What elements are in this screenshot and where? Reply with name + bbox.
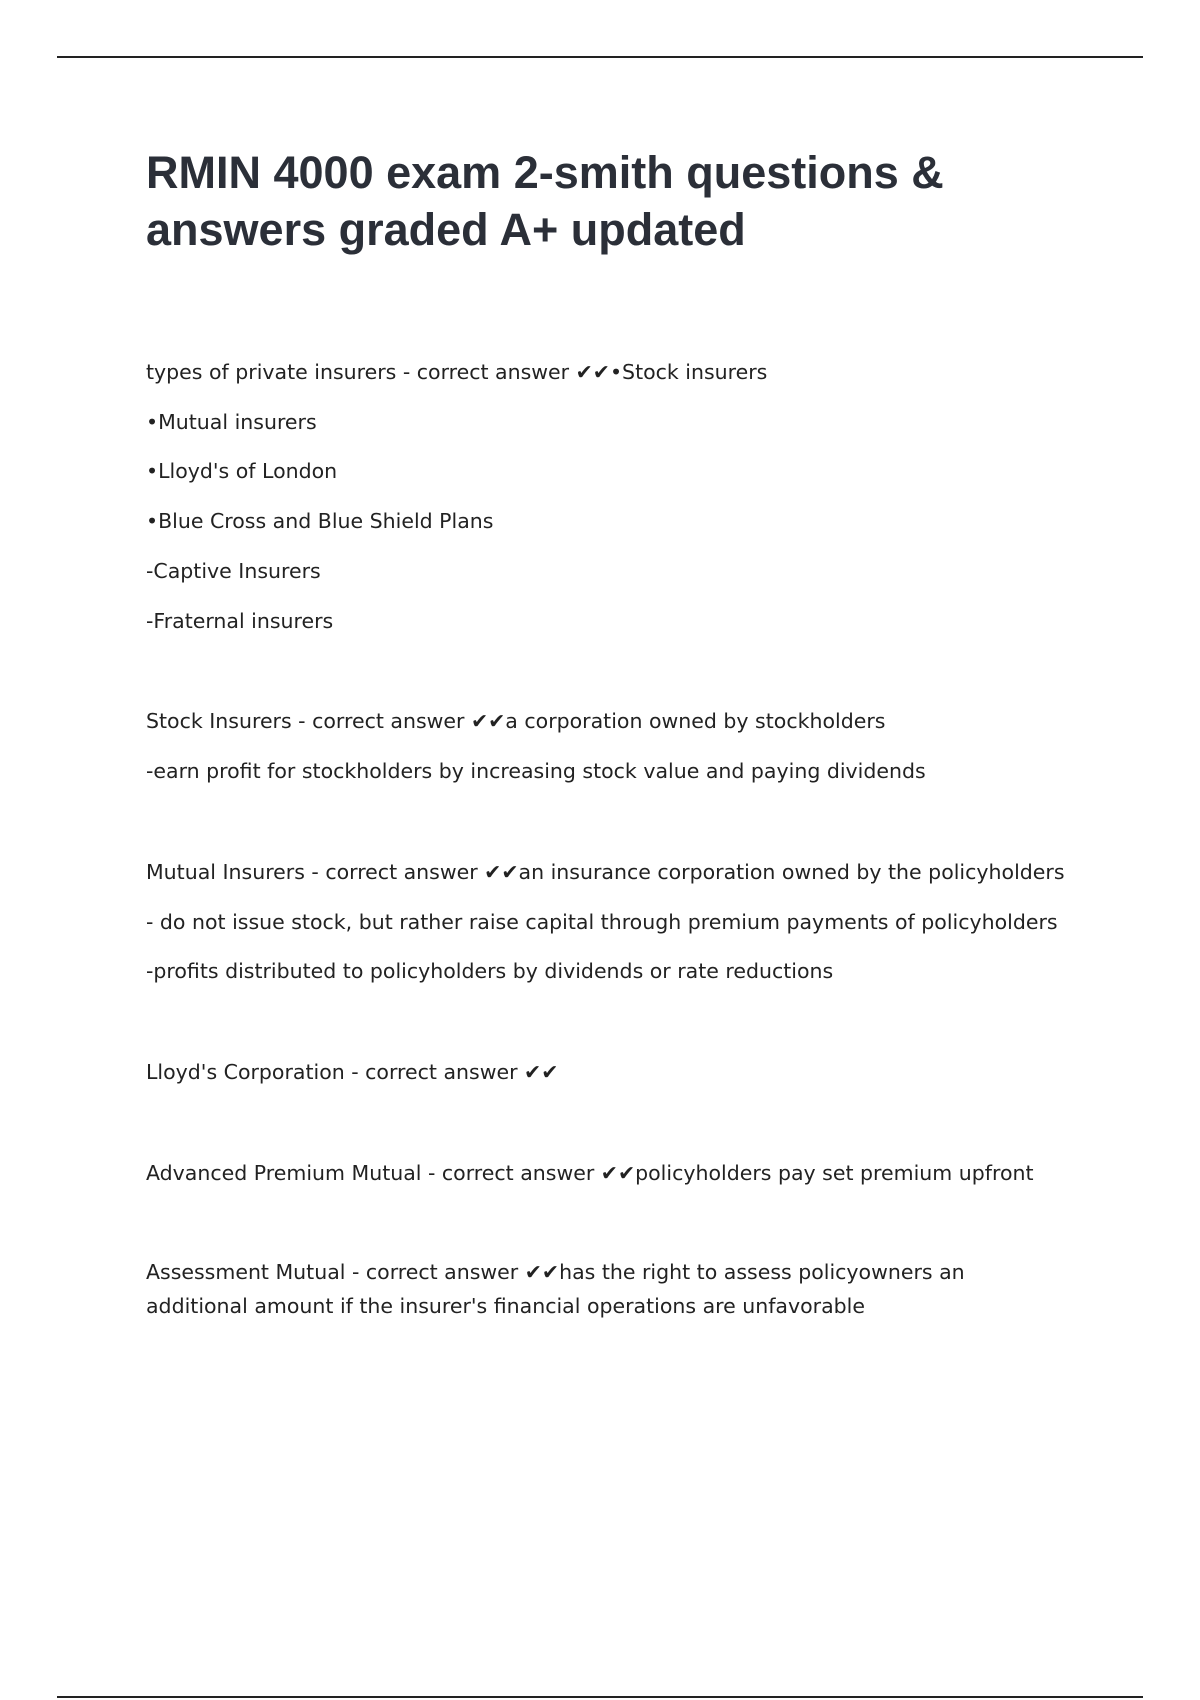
bottom-rule — [57, 1696, 1143, 1698]
entry-1-line-2: •Mutual insurers — [146, 410, 317, 434]
entry-3-line-2: - do not issue stock, but rather raise capital through premium payments of policyholders — [146, 910, 1058, 934]
entry-1-line-4: •Blue Cross and Blue Shield Plans — [146, 509, 494, 533]
entry-4-line-1: Lloyd's Corporation - correct answer ✔✔ — [146, 1060, 559, 1084]
entry-1-line-6: -Fraternal insurers — [146, 609, 334, 633]
entry-3-line-1: Mutual Insurers - correct answer ✔✔an insurance corporation owned by the policyholders — [146, 860, 1065, 884]
entry-6-line-1: Assessment Mutual - correct answer ✔✔has the right to assess policyowners an additional amount if the insurer's financial operations are unfavorable — [146, 1260, 965, 1318]
entry-1-line-5: -Captive Insurers — [146, 559, 321, 583]
entry-2-line-2: -earn profit for stockholders by increasing stock value and paying dividends — [146, 759, 926, 783]
entry-1-line-3: •Lloyd's of London — [146, 459, 338, 483]
document-title: RMIN 4000 exam 2-smith questions & answers graded A+ updated — [146, 147, 944, 255]
entry-5-line-1: Advanced Premium Mutual - correct answer ✔✔policyholders pay set premium upfront — [146, 1161, 1034, 1185]
top-rule — [57, 56, 1143, 58]
entry-1-line-1: types of private insurers - correct answer ✔✔•Stock insurers — [146, 360, 768, 384]
entry-2-line-1: Stock Insurers - correct answer ✔✔a corporation owned by stockholders — [146, 709, 886, 733]
entry-3-line-3: -profits distributed to policyholders by dividends or rate reductions — [146, 959, 834, 983]
